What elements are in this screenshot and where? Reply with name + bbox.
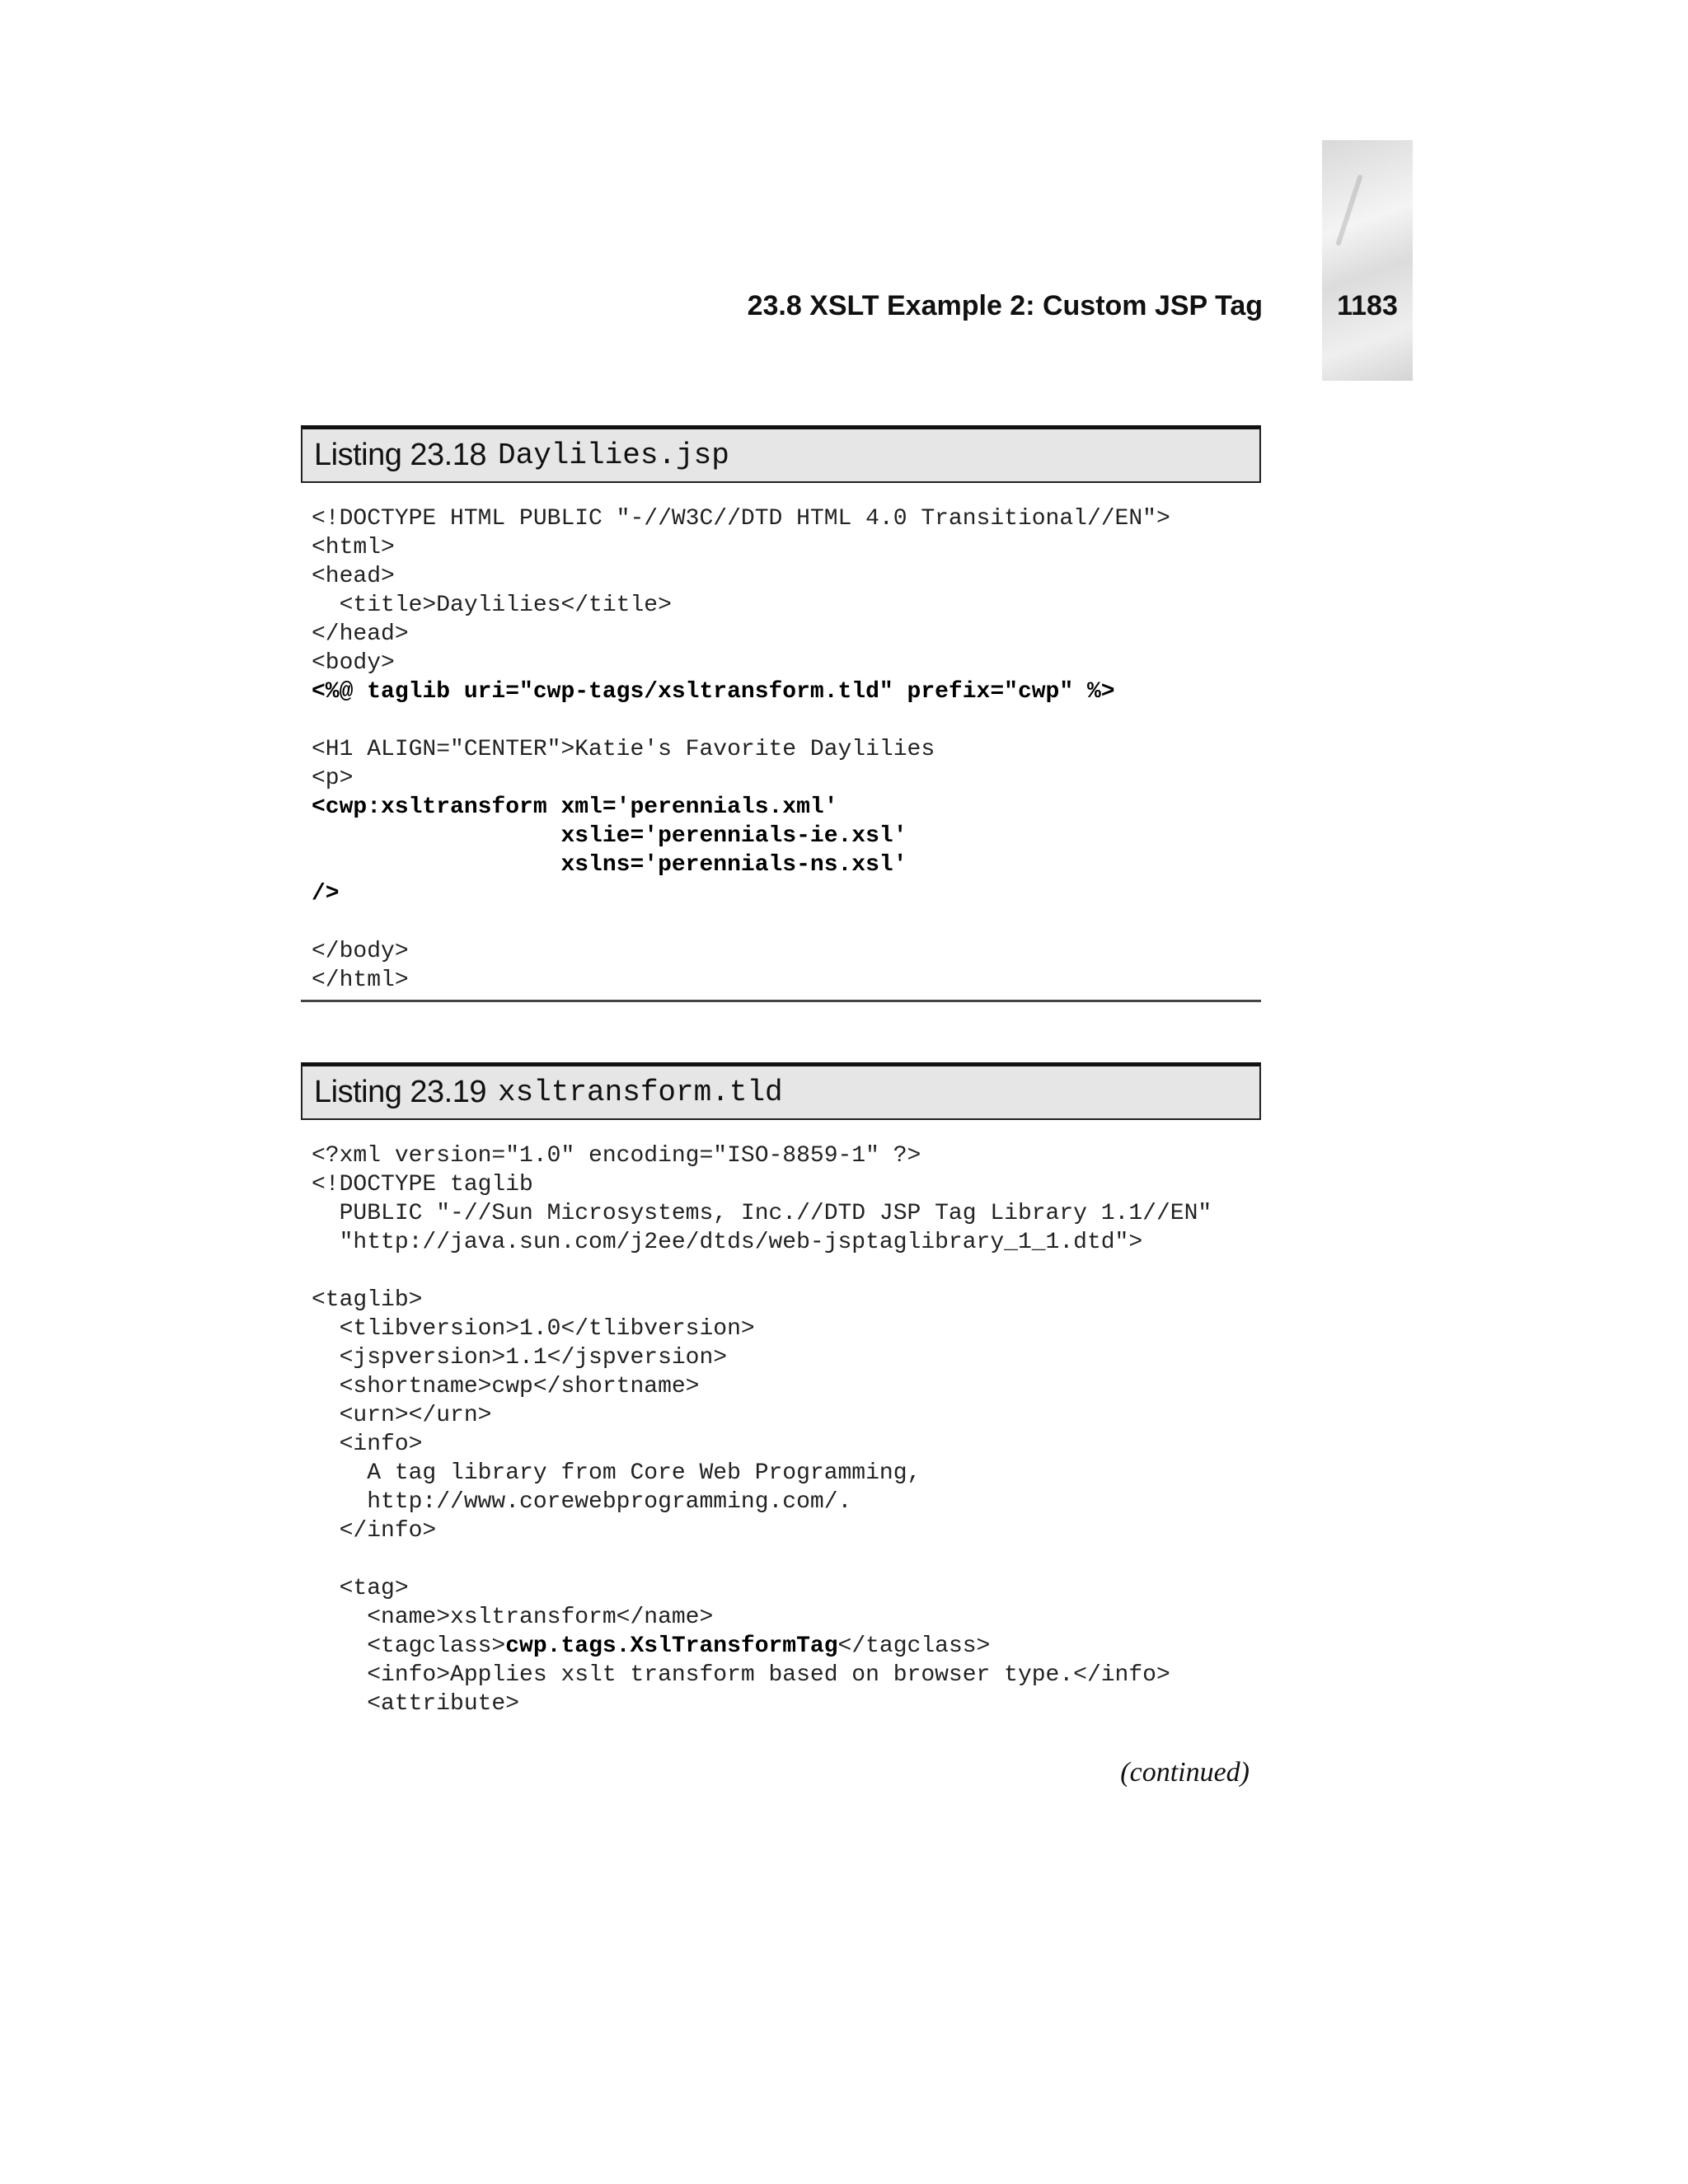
listing-23-19-code bbox=[312, 1141, 1212, 1718]
code-line: <%@ taglib uri="cwp-tags/xsltransform.tld" prefix="cwp" %> bbox=[312, 679, 1115, 705]
code-line bbox=[312, 1633, 990, 1659]
code-line: A tag library from Core Web Programming, bbox=[312, 1460, 921, 1486]
code-segment: cwp.tags.XslTransformTag bbox=[505, 1633, 838, 1659]
code-line: </body> bbox=[312, 939, 409, 964]
code-line: <!DOCTYPE taglib bbox=[312, 1172, 533, 1197]
code-line: <taglib> bbox=[312, 1287, 423, 1313]
code-line: <p> bbox=[312, 766, 354, 791]
code-line: </info> bbox=[312, 1518, 437, 1544]
code-segment: <tagclass> bbox=[312, 1633, 506, 1659]
page-edge-thumb-tab bbox=[1322, 140, 1413, 381]
code-line: <info>Applies xslt transform based on browser type.</info> bbox=[312, 1662, 1170, 1688]
code-line: <body> bbox=[312, 650, 395, 676]
code-line: <?xml version="1.0" encoding="ISO-8859-1" ?> bbox=[312, 1143, 921, 1169]
listing-filename: Daylilies.jsp bbox=[498, 438, 729, 472]
code-line: </head> bbox=[312, 621, 409, 647]
code-line: <tag> bbox=[312, 1576, 409, 1601]
code-line: <H1 ALIGN="CENTER">Katie's Favorite Daylilies bbox=[312, 737, 935, 762]
code-line: <info> bbox=[312, 1432, 423, 1457]
code-line: PUBLIC "-//Sun Microsystems, Inc.//DTD JSP Tag Library 1.1//EN" bbox=[312, 1201, 1212, 1226]
code-line: <cwp:xsltransform xml='perennials.xml' bbox=[312, 794, 838, 820]
code-line: <shortname>cwp</shortname> bbox=[312, 1374, 700, 1399]
code-line: <head> bbox=[312, 564, 395, 589]
code-line: <attribute> bbox=[312, 1691, 520, 1717]
listing-23-19-header bbox=[301, 1062, 1261, 1120]
code-line: <tlibversion>1.0</tlibversion> bbox=[312, 1316, 755, 1342]
code-line: xslns='perennials-ns.xsl' bbox=[312, 852, 907, 878]
code-line: xslie='perennials-ie.xsl' bbox=[312, 823, 907, 849]
code-line: <title>Daylilies</title> bbox=[312, 593, 672, 618]
listing-filename: xsltransform.tld bbox=[498, 1076, 783, 1109]
listing-23-18-header bbox=[301, 425, 1261, 483]
code-line: /> bbox=[312, 881, 340, 907]
code-line: <jspversion>1.1</jspversion> bbox=[312, 1345, 728, 1371]
listing-23-18-bottom-rule bbox=[301, 1000, 1261, 1002]
code-segment: </tagclass> bbox=[837, 1633, 991, 1659]
listing-label: Listing 23.19 bbox=[314, 1075, 486, 1109]
code-line: <name>xsltransform</name> bbox=[312, 1605, 714, 1630]
listing-23-18-code bbox=[312, 504, 1170, 995]
code-line: <!DOCTYPE HTML PUBLIC "-//W3C//DTD HTML 4.0 Transitional//EN"> bbox=[312, 506, 1170, 532]
code-line: <urn></urn> bbox=[312, 1403, 492, 1428]
page-number: 1183 bbox=[1337, 290, 1398, 321]
continued-note: (continued) bbox=[1120, 1757, 1250, 1788]
running-head: 23.8 XSLT Example 2: Custom JSP Tag bbox=[747, 290, 1263, 321]
code-line: </html> bbox=[312, 968, 409, 993]
listing-label: Listing 23.18 bbox=[314, 438, 486, 472]
code-line: http://www.corewebprogramming.com/. bbox=[312, 1489, 852, 1515]
code-line: "http://java.sun.com/j2ee/dtds/web-jsptaglibrary_1_1.dtd"> bbox=[312, 1230, 1143, 1255]
code-line: <html> bbox=[312, 535, 395, 560]
